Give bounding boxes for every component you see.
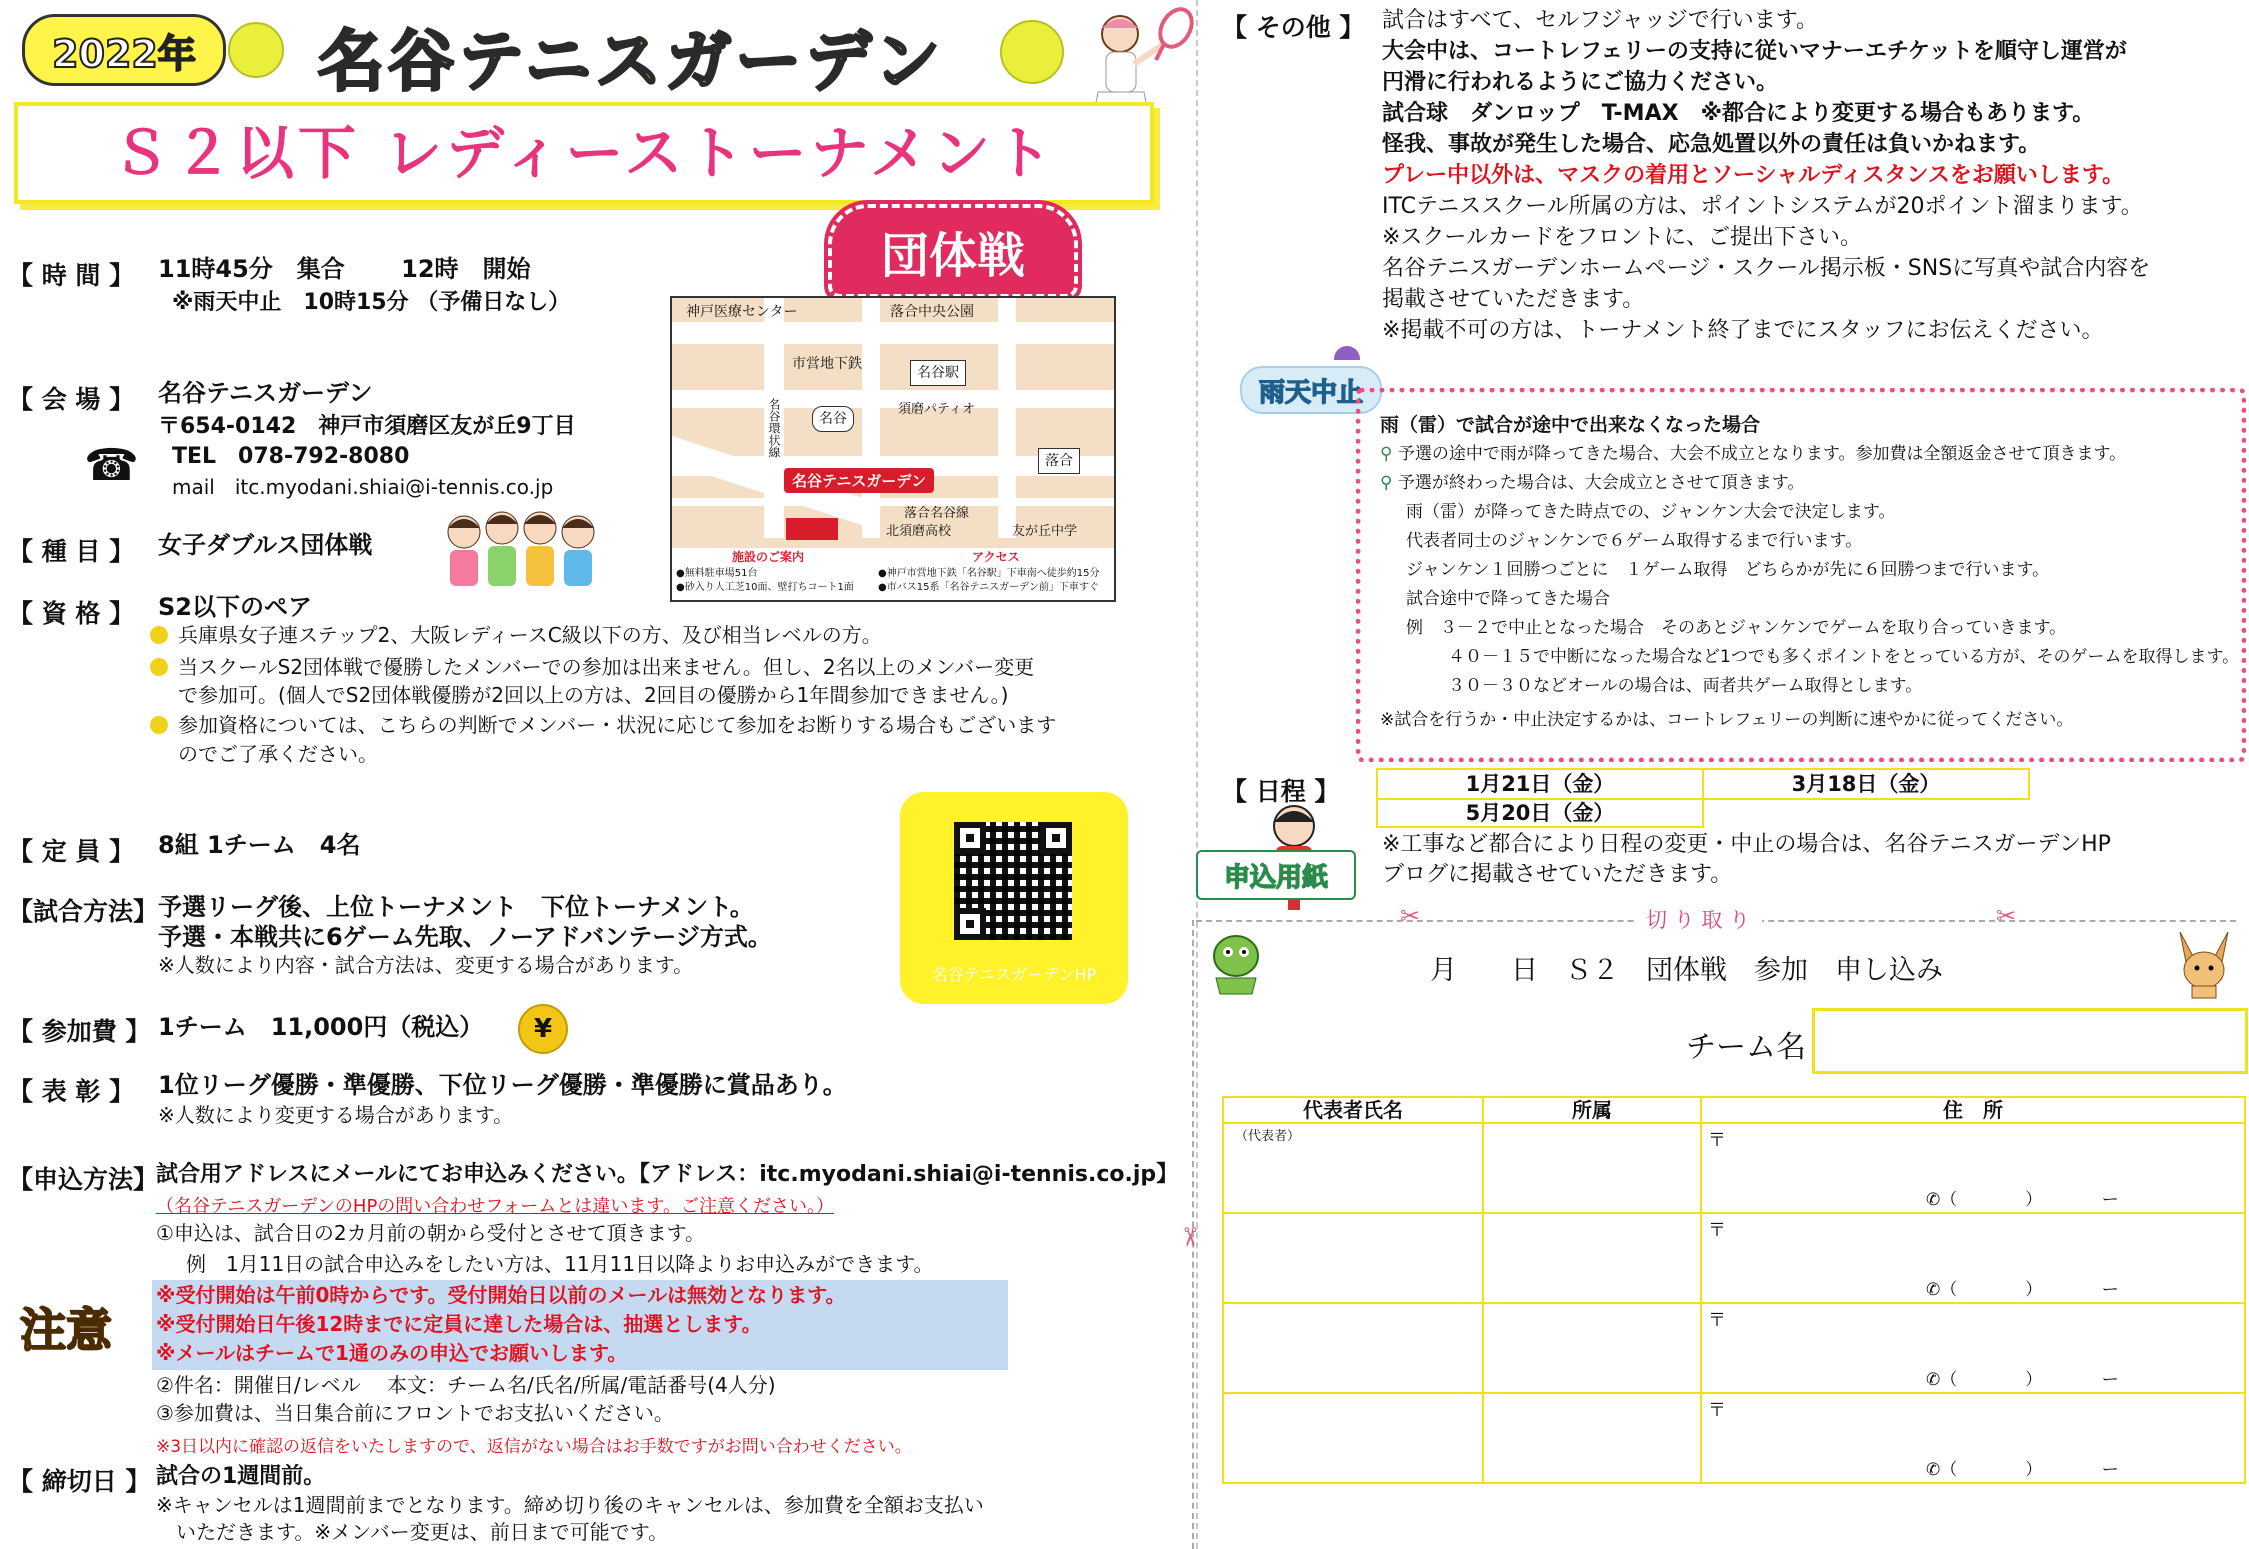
schedule-label: 【 日程 】 [1222, 777, 1340, 806]
year-text: 2022年 [52, 31, 196, 76]
apply-highlight-line: ※受付開始日午後12時までに定員に達した場合は、抽選とします。 [156, 1312, 762, 1336]
apply-highlight-line: ※メールはチームで1通のみの申込でお願いします。 [156, 1341, 628, 1365]
map-label: 須磨パティオ [898, 402, 975, 417]
telephone-icon: ☎ [84, 440, 139, 491]
map-facility-title: 施設のご案内 [732, 550, 805, 564]
tennis-racket-icon: ⚲ [1380, 473, 1393, 493]
capacity-label: 【 定 員 】 [8, 837, 135, 866]
map-label: 名谷駅 [910, 360, 966, 386]
rabbit-mascot-illustration [2166, 928, 2242, 1000]
apply-step-2: ②件名：開催日/レベル 本文：チーム名/氏名/所属/電話番号(4人分) [156, 1373, 776, 1397]
phone-icon: ✆ [1926, 1280, 1941, 1300]
map-access-line: ●市バス15系「名谷テニスガーデン前」下車すぐ [878, 582, 1099, 593]
cut-label: 切 り 取 り [1634, 904, 1762, 934]
map-label: 落合 [1038, 448, 1080, 474]
affiliation-cell[interactable] [1483, 1213, 1701, 1303]
rain-line: 試合途中で降ってきた場合 [1406, 589, 1610, 609]
team-event-badge [828, 204, 1078, 298]
deadline-value: 試合の1週間前。 [156, 1464, 326, 1489]
rain-bullet: ⚲ 予選が終わった場合は、大会成立とさせて頂きます。 [1380, 473, 1805, 493]
other-line: 大会中は、コートレフェリーの支持に従いマナーエチケットを順守し運営が [1382, 39, 2127, 64]
format-line-2: 予選・本戦共に6ゲーム先取、ノーアドバンテージ方式。 [158, 923, 772, 951]
venue-address: 〒654-0142 神戸市須磨区友が丘9丁目 [158, 414, 576, 439]
time-label: 【 時 間 】 [8, 261, 135, 290]
phone-icon: ✆ [1926, 1460, 1941, 1480]
apply-step-3: ③参加費は、当日集合前にフロントでお支払いください。 [156, 1401, 674, 1425]
map-venue-label: 名谷テニスガーデン [784, 468, 934, 493]
schedule-date: 3月18日（金） [1702, 768, 2030, 800]
qr-caption: 名谷テニスガーデンHP [931, 965, 1097, 984]
rain-line: ジャンケン１回勝つごとに １ゲーム取得 どちらかが先に６回勝つまで行います。 [1406, 560, 2050, 580]
fee-value: 1チーム 11,000円（税込） [158, 1013, 484, 1041]
capacity-value: 8組 1チーム 4名 [158, 831, 361, 859]
schedule-note-1: ※工事など都合により日程の変更・中止の場合は、名谷テニスガーデンHP [1382, 832, 2111, 857]
qualification-title: S2以下のペア [158, 593, 312, 621]
other-line: 名谷テニスガーデンホームページ・スクール掲示板・SNSに写真や試合内容を [1382, 256, 2151, 281]
address-cell[interactable]: 〒 ✆（ ） ー [1701, 1123, 2245, 1213]
schedule-date: 1月21日（金） [1376, 768, 1704, 800]
address-cell[interactable]: 〒 ✆（ ） ー [1701, 1393, 2245, 1483]
apply-reply-note: ※3日以内に確認の返信をいたしますので、返信がない場合はお手数ですがお問い合わせください。 [156, 1437, 912, 1457]
team-name-label: チーム名 [1686, 1030, 1806, 1065]
address-cell[interactable]: 〒 ✆（ ） ー [1701, 1303, 2245, 1393]
team-event-badge-text: 団体戦 [880, 227, 1025, 284]
affiliation-cell[interactable] [1483, 1393, 1701, 1483]
apply-example: 例 1月11日の試合申込みをしたい方は、11月11日以降よりお申込みができます。 [186, 1252, 934, 1276]
children-illustration [440, 506, 600, 592]
table-row [1223, 1303, 2245, 1393]
qualification-item: 兵庫県女子連ステップ2、大阪レディースC級以下の方、及び相当レベルの方。 [150, 622, 882, 649]
year-badge [22, 14, 226, 86]
map-label: 北須磨高校 [886, 524, 952, 539]
other-line: 掲載させていただきます。 [1382, 287, 1645, 312]
schedule-table [1376, 768, 2028, 826]
form-title: 月 日 Ｓ２ 団体戦 参加 申し込み [1430, 955, 1943, 986]
schedule-date: 5月20日（金） [1376, 798, 1704, 828]
other-line: 試合はすべて、セルフジャッジで行います。 [1382, 8, 1819, 33]
schedule-note-2: ブログに掲載させていただきます。 [1382, 862, 1733, 887]
application-form-badge: 申込用紙 [1196, 850, 1356, 900]
rain-sub: ３０－３０などオールの場合は、両者共ゲーム取得とします。 [1448, 676, 1923, 696]
qualification-label: 【 資 格 】 [8, 599, 135, 628]
award-note: ※人数により変更する場合があります。 [158, 1103, 514, 1127]
tennis-racket-icon: ⚲ [1380, 444, 1393, 464]
qr-code-card[interactable] [900, 792, 1128, 1004]
map-label: 友が丘中学 [1012, 524, 1078, 539]
rain-footer: ※試合を行うか・中止決定するかは、コートレフェリーの判断に速やかに従ってください。 [1380, 710, 2074, 730]
phone-icon: ✆ [1926, 1190, 1941, 1210]
bullet-icon [150, 716, 168, 734]
venue-name: 名谷テニスガーデン [158, 379, 373, 407]
name-cell[interactable] [1223, 1123, 1483, 1213]
time-line-2: ※雨天中止 10時15分 （予備日なし） [172, 290, 571, 315]
umbrella-icon [1334, 346, 1360, 360]
column-divider [1196, 0, 1198, 1549]
bullet-icon [150, 626, 168, 644]
award-label: 【 表 彰 】 [8, 1077, 135, 1106]
name-cell[interactable] [1223, 1393, 1483, 1483]
venue-tel: TEL 078-792-8080 [172, 444, 410, 469]
event-title: Ｓ２以下 レディーストーナメント [111, 119, 1057, 187]
table-row [1223, 1393, 2245, 1483]
col-header-address: 住 所 [1701, 1097, 2245, 1123]
other-line: 試合球 ダンロップ T-MAX ※都合により変更する場合もあります。 [1382, 101, 2095, 126]
caution-badge: 注意 [20, 1303, 112, 1357]
other-label: 【 その他 】 [1222, 13, 1365, 42]
map-label: 落合中央公園 [890, 304, 974, 320]
venue-mail[interactable]: mail itc.myodani.shiai@i-tennis.co.jp [172, 475, 554, 499]
col-header-name: 代表者氏名 [1223, 1097, 1483, 1123]
map-facility-line: ●無料駐車場51台 [676, 568, 758, 579]
deadline-note-1: ※キャンセルは1週間前までとなります。締め切り後のキャンセルは、参加費を全額お支払い [156, 1493, 984, 1517]
affiliation-cell[interactable] [1483, 1303, 1701, 1393]
apply-step-1: ①申込は、試合日の2カ月前の朝から受付とさせて頂きます。 [156, 1221, 706, 1245]
map-label: 名谷 [812, 406, 854, 432]
deadline-note-2: いただきます。※メンバー変更は、前日まで可能です。 [176, 1520, 669, 1544]
map-access-line: ●神戸市営地下鉄「名谷駅」下車南へ徒歩約15分 [878, 568, 1100, 579]
award-value: 1位リーグ優勝・準優勝、下位リーグ優勝・準優勝に賞品あり。 [158, 1071, 847, 1099]
access-map [670, 296, 1116, 602]
lizard-mascot-illustration [1200, 930, 1272, 998]
map-access-title: アクセス [972, 550, 1020, 564]
qualification-cont: のでご了承ください。 [178, 742, 378, 766]
rain-bullet: ⚲ 予選の途中で雨が降ってきた場合、大会不成立となります。参加費は全額返金させて頂きます。 [1380, 444, 2127, 464]
venue-label: 【 会 場 】 [8, 385, 135, 414]
rain-sub: ４０－１５で中断になった場合など1つでも多くポイントをとっている方が、そのゲームを取得します。 [1448, 647, 2240, 667]
phone-icon: ✆ [1926, 1370, 1941, 1390]
rain-cancel-badge: 雨天中止 [1240, 366, 1382, 414]
tennis-ball-icon [1000, 20, 1064, 84]
map-venue-marker [786, 518, 838, 540]
yen-coin-icon: ¥ [518, 1004, 568, 1054]
other-line: 円滑に行われるようにご協力ください。 [1382, 70, 1779, 95]
col-header-affiliation: 所属 [1483, 1097, 1701, 1123]
apply-warning: （名谷テニスガーデンのHPの問い合わせフォームとは違います。ご注意ください。） [156, 1196, 834, 1217]
map-label: 市営地下鉄 [792, 356, 862, 372]
category-label: 【 種 目 】 [8, 537, 135, 566]
apply-line-1: 試合用アドレスにメールにてお申込みください。【アドレス：itc.myodani.shiai@i-tennis.co.jp】 [156, 1162, 1179, 1187]
format-note: ※人数により内容・試合方法は、変更する場合があります。 [158, 953, 694, 977]
tennis-ball-icon [228, 22, 284, 78]
other-line: ※スクールカードをフロントに、ご提出下さい。 [1382, 225, 1862, 250]
representative-note: （代表者） [1235, 1129, 1301, 1144]
other-line: ITCテニススクール所属の方は、ポイントシステムが20ポイント溜まります。 [1382, 194, 2143, 219]
map-label: 名谷環状線 [767, 398, 781, 458]
qualification-item: 参加資格については、こちらの判断でメンバー・状況に応じて参加をお断りする場合もございます [150, 712, 1056, 739]
qr-code[interactable] [954, 822, 1072, 940]
other-red-line: プレー中以外は、マスクの着用とソーシャルディスタンスをお願いします。 [1382, 163, 2125, 188]
format-label: 【試合方法】 [8, 897, 159, 926]
affiliation-cell[interactable] [1483, 1123, 1701, 1213]
name-cell[interactable] [1223, 1303, 1483, 1393]
category-value: 女子ダブルス団体戦 [158, 531, 373, 559]
bullet-icon [150, 658, 168, 676]
deadline-label: 【 締切日 】 [8, 1467, 151, 1496]
map-label: 神戸医療センター [686, 304, 798, 320]
member-table [1222, 1096, 2246, 1484]
format-line-1: 予選リーグ後、上位トーナメント 下位トーナメント。 [158, 893, 754, 921]
scissors-icon: ✂ [1173, 1226, 1204, 1248]
table-row [1223, 1123, 2245, 1213]
name-cell[interactable] [1223, 1213, 1483, 1303]
map-facility-line: ●砂入り人工芝10面、壁打ちコート1面 [676, 582, 854, 593]
event-title-banner [14, 102, 1154, 204]
table-row [1223, 1213, 2245, 1303]
apply-highlight-line: ※受付開始は午前0時からです。受付開始日以前のメールは無効となります。 [156, 1283, 846, 1307]
other-line: ※掲載不可の方は、トーナメント終了までにスタッフにお伝えください。 [1382, 318, 2104, 343]
qualification-cont: で参加可。(個人でS2団体戦優勝が2回以上の方は、2回目の優勝から1年間参加できません。) [178, 683, 1009, 707]
address-cell[interactable]: 〒 ✆（ ） ー [1701, 1213, 2245, 1303]
map-label: 落合名谷線 [904, 506, 970, 521]
venue-title: 名谷テニスガーデン [318, 23, 945, 100]
rain-title: 雨（雷）で試合が途中で出来なくなった場合 [1380, 414, 1761, 436]
scissors-icon: ✂ [1996, 902, 2017, 930]
apply-label: 【申込方法】 [8, 1165, 159, 1194]
rain-line: 代表者同士のジャンケンで６ゲーム取得するまで行います。 [1406, 531, 1863, 551]
fee-label: 【 参加費 】 [8, 1017, 151, 1046]
team-name-input[interactable] [1812, 1008, 2248, 1074]
qualification-item: 当スクールS2団体戦で優勝したメンバーでの参加は出来ません。但し、2名以上のメンバー変更 [150, 654, 1034, 681]
rain-line: 雨（雷）が降ってきた時点での、ジャンケン大会で決定します。 [1406, 502, 1896, 522]
time-line-1: 11時45分 集合 12時 開始 [158, 255, 531, 283]
rain-line: 例 ３－２で中止となった場合 そのあとジャンケンでゲームを取り合っていきます。 [1406, 618, 2067, 638]
other-line: 怪我、事故が発生した場合、応急処置以外の責任は負いかねます。 [1382, 132, 2041, 157]
scissors-icon: ✂ [1400, 902, 1421, 930]
